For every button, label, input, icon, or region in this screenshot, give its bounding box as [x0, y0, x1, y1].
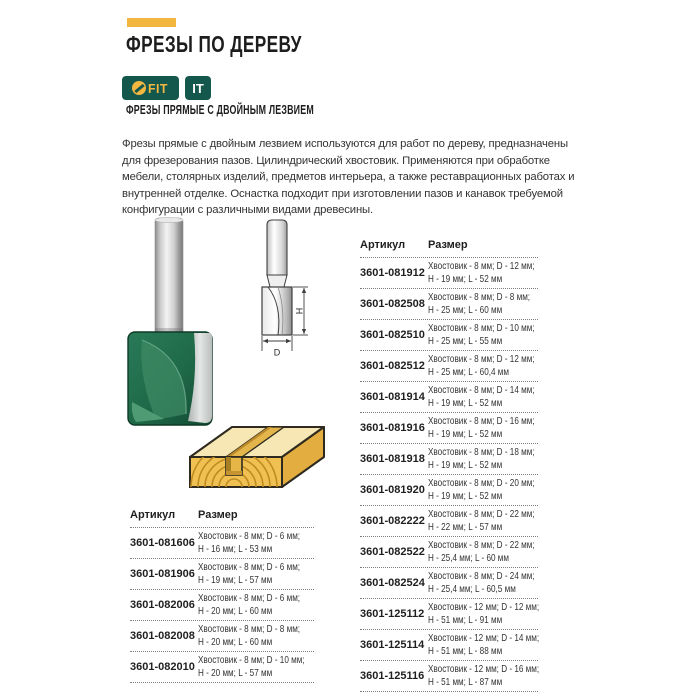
- dimension-d-label: D: [273, 347, 281, 358]
- table-row: [360, 537, 538, 568]
- article-number: 3601-125112: [360, 608, 425, 620]
- table-row: [360, 413, 538, 444]
- column-header-article: Артикул: [360, 239, 406, 251]
- article-number: 3601-082008: [130, 630, 195, 642]
- fit-logo: [122, 76, 179, 100]
- table-row: [130, 652, 314, 683]
- article-number: 3601-082010: [130, 661, 195, 673]
- column-header-size: Размер: [428, 239, 468, 251]
- column-header-article: Артикул: [130, 509, 176, 521]
- table-row: [360, 351, 538, 382]
- table-row: [130, 590, 314, 621]
- brand-logos: [122, 76, 211, 100]
- article-number: 3601-082222: [360, 515, 425, 527]
- article-number: 3601-125116: [360, 670, 425, 682]
- article-number: 3601-081914: [360, 391, 425, 403]
- article-number: 3601-082522: [360, 546, 425, 558]
- table-row: [360, 289, 538, 320]
- it-logo-label: IT: [192, 80, 204, 96]
- product-table-right: [360, 236, 538, 692]
- size-spec: Хвостовик - 8 мм; D - 12 мм; H - 25 мм; L - 60,4 мм: [428, 354, 535, 378]
- it-logo: [185, 76, 211, 100]
- table-row: [130, 559, 314, 590]
- product-table-left: [130, 506, 314, 683]
- size-spec: Хвостовик - 8 мм; D - 12 мм; H - 19 мм; L - 52 мм: [428, 261, 535, 285]
- size-spec: Хвостовик - 8 мм; D - 18 мм; H - 19 мм; L - 52 мм: [428, 447, 535, 471]
- size-spec: Хвостовик - 8 мм; D - 22 мм; H - 25,4 мм; L - 60 мм: [428, 540, 535, 564]
- table-row: [360, 320, 538, 351]
- table-row: [130, 528, 314, 559]
- article-number: 3601-081920: [360, 484, 425, 496]
- article-number: 3601-082510: [360, 329, 425, 341]
- size-spec: Хвостовик - 8 мм; D - 6 мм; H - 20 мм; L - 60 мм: [198, 593, 301, 617]
- table-row: [360, 599, 538, 630]
- dimension-diagram: [252, 217, 322, 359]
- table-row: [360, 506, 538, 537]
- article-number: 3601-082006: [130, 599, 195, 611]
- size-spec: Хвостовик - 8 мм; D - 8 мм; H - 20 мм; L - 60 мм: [198, 624, 301, 648]
- table-row: [360, 661, 538, 692]
- table-row: [360, 475, 538, 506]
- product-description: Фрезы прямые с двойным лезвием используются для работ по дереву, предназначены для фрезерования пазов. Цилиндрический хвостовик. Применяются при обработке мебели, столярных изделий, предметов интерьера, а также реставрационных работах и внутренней отделке. Оснастка подходит при изготовлении пазов и канавок требуемой конфигурации с различными видами древесины.: [122, 138, 575, 216]
- article-number: 3601-081606: [130, 537, 195, 549]
- size-spec: Хвостовик - 8 мм; D - 20 мм; H - 19 мм; L - 52 мм: [428, 478, 535, 502]
- table-row: [360, 258, 538, 289]
- size-spec: Хвостовик - 8 мм; D - 14 мм; H - 19 мм; L - 52 мм: [428, 385, 535, 409]
- accent-bar: [127, 18, 176, 27]
- section-subtitle: ФРЕЗЫ ПРЯМЫЕ С ДВОЙНЫМ ЛЕЗВИЕМ: [126, 102, 314, 117]
- size-spec: Хвостовик - 12 мм; D - 16 мм; H - 51 мм; L - 87 мм: [428, 664, 540, 688]
- size-spec: Хвостовик - 8 мм; D - 22 мм; H - 22 мм; L - 57 мм: [428, 509, 535, 533]
- table-row: [360, 630, 538, 661]
- table-header: [130, 506, 314, 528]
- article-number: 3601-081916: [360, 422, 425, 434]
- page-title: ФРЕЗЫ ПО ДЕРЕВУ: [126, 31, 302, 57]
- size-spec: Хвостовик - 8 мм; D - 10 мм; H - 25 мм; L - 55 мм: [428, 323, 535, 347]
- screw-icon: [132, 81, 146, 95]
- size-spec: Хвостовик - 12 мм; D - 12 мм; H - 51 мм; L - 91 мм: [428, 602, 540, 626]
- article-number: 3601-082512: [360, 360, 425, 372]
- size-spec: Хвостовик - 12 мм; D - 14 мм; H - 51 мм; L - 88 мм: [428, 633, 540, 657]
- table-row: [360, 444, 538, 475]
- size-spec: Хвостовик - 8 мм; D - 6 мм; H - 19 мм; L - 57 мм: [198, 562, 301, 586]
- size-spec: Хвостовик - 8 мм; D - 16 мм; H - 19 мм; L - 52 мм: [428, 416, 535, 440]
- table-row: [360, 568, 538, 599]
- article-number: 3601-081906: [130, 568, 195, 580]
- table-row: [360, 382, 538, 413]
- router-bit-photo: [126, 216, 216, 428]
- article-number: 3601-082524: [360, 577, 425, 589]
- size-spec: Хвостовик - 8 мм; D - 10 мм; H - 20 мм; L - 57 мм: [198, 655, 305, 679]
- grooved-board-illustration: [182, 421, 332, 494]
- article-number: 3601-082508: [360, 298, 425, 310]
- dimension-h-label: H: [294, 307, 304, 315]
- article-number: 3601-081918: [360, 453, 425, 465]
- size-spec: Хвостовик - 8 мм; D - 24 мм; H - 25,4 мм; L - 60,5 мм: [428, 571, 535, 595]
- column-header-size: Размер: [198, 509, 238, 521]
- article-number: 3601-125114: [360, 639, 425, 651]
- article-number: 3601-081912: [360, 267, 425, 279]
- table-header: [360, 236, 538, 258]
- size-spec: Хвостовик - 8 мм; D - 6 мм; H - 16 мм; L - 53 мм: [198, 531, 301, 555]
- fit-logo-label: FIT: [148, 80, 168, 96]
- table-row: [130, 621, 314, 652]
- size-spec: Хвостовик - 8 мм; D - 8 мм; H - 25 мм; L - 60 мм: [428, 292, 531, 316]
